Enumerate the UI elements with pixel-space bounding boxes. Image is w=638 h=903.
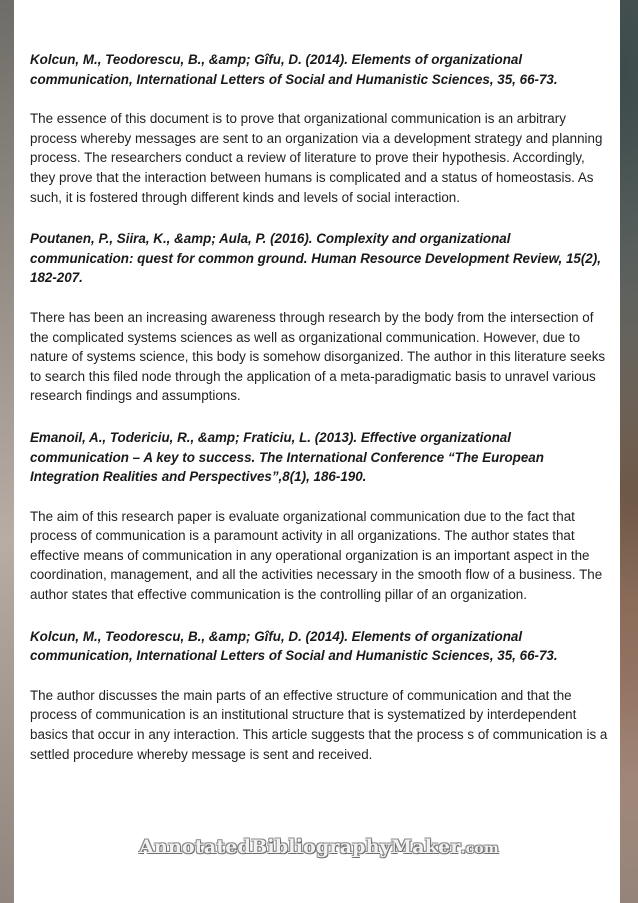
bibliography-entry <box>30 50 610 207</box>
document-page <box>14 0 620 903</box>
citation: Poutanen, P., Siira, K., &amp; Aula, P. (2016). Complexity and organizational communication: quest for common ground. Human Resource Development Review, 15(2), 182-207. <box>30 231 601 286</box>
annotation-text: The essence of this document is to prove that organizational communication is an arbitrary process whereby messages are sent to an organization via a development strategy and planning process. The researchers conduct a review of literature to prove their hypothesis. Accordingly, they prove that the interaction between humans is complicated and a status of homeostasis. As such, it is fostered through different kinds and levels of social interaction. <box>30 111 603 205</box>
citation: Kolcun, M., Teodorescu, B., &amp; Gîfu, D. (2014). Elements of organizational communication, International Letters of Social and Humanistic Sciences, 35, 66-73. <box>30 52 558 87</box>
bibliography-entry <box>30 627 610 765</box>
citation: Emanoil, A., Todericiu, R., &amp; Fraticiu, L. (2013). Effective organizational communication – A key to success. The International Conference “The European Integration Realities and Perspectives”,8(1), 186-190. <box>30 429 544 485</box>
watermark-main: AnnotatedBibliographyMaker <box>139 836 461 858</box>
annotation-text: There has been an increasing awareness through research by the body from the intersection of the complicated systems sciences as well as organizational communication. However, due to nature of systems science, this body is somehow disorganized. The author in this literature seeks to search this filed node through the application of a meta-paradigmatic basis to unravel various research findings and assumptions. <box>30 309 606 404</box>
bibliography-entry <box>30 428 610 605</box>
citation: Kolcun, M., Teodorescu, B., &amp; Gîfu, D. (2014). Elements of organizational communication, International Letters of Social and Humanistic Sciences, 35, 66-73. <box>30 628 558 664</box>
bibliography-entry <box>30 229 610 406</box>
watermark-tld: .com <box>460 841 499 857</box>
watermark-logo <box>0 836 638 858</box>
annotation-text: The aim of this research paper is evaluate organizational communication due to the fact that process of communication is a paramount activity in all organizations. The author states that effective means of communication in any operational organization is an important aspect in the coordination, management, and all the activities necessary in the smooth flow of a business. The author states that effective communication is the controlling pillar of an organization. <box>30 508 603 603</box>
annotation-text: The author discusses the main parts of an effective structure of communication and that the process of communication is an institutional structure that is systematized by interdependent basics that occur in any interaction. This article suggests that the process s of communication is a settled procedure whereby message is sent and received. <box>30 687 608 762</box>
bibliography-content <box>30 50 610 786</box>
